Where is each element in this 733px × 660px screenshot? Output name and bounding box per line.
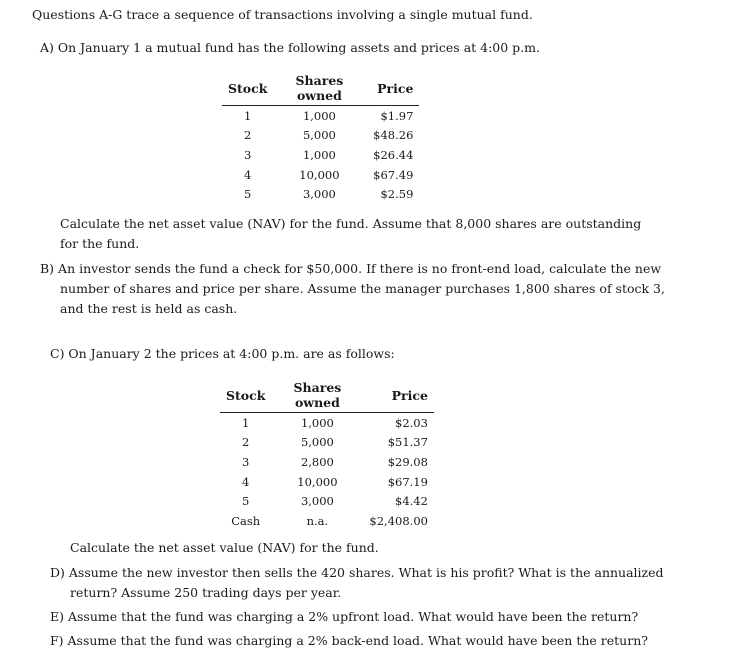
part-f-text: F) Assume that the fund was charging a 2% back-end load. What would have been the return?	[50, 633, 648, 648]
cell-price: $1.97	[380, 108, 414, 123]
cell-price: $2.03	[395, 415, 428, 430]
cell-stock: 4	[244, 167, 252, 182]
table-header-row	[220, 380, 434, 413]
cell-stock: 3	[242, 454, 250, 469]
column-header-price: Price	[365, 73, 419, 106]
table-row	[220, 452, 434, 472]
cell-shares: 10,000	[297, 474, 338, 489]
cell-price: $2.59	[380, 187, 414, 202]
cell-price: $2,408.00	[369, 513, 428, 528]
cell-shares: 3,000	[300, 494, 334, 509]
cell-stock: 1	[242, 415, 250, 430]
part-c-text: C) On January 2 the prices at 4:00 p.m. are as follows:	[50, 346, 395, 361]
column-header-stock: Stock	[220, 380, 271, 413]
cell-stock: Cash	[231, 513, 261, 528]
cell-price: $67.49	[373, 167, 414, 182]
table-row	[222, 106, 419, 126]
cell-stock: 1	[244, 108, 252, 123]
cell-shares: 1,000	[300, 415, 334, 430]
intro-text: Questions A-G trace a sequence of transactions involving a single mutual fund.	[32, 7, 533, 22]
part-a-text: A) On January 1 a mutual fund has the following assets and prices at 4:00 p.m.	[40, 40, 540, 55]
cell-stock: 3	[244, 147, 252, 162]
cell-price: $26.44	[373, 147, 414, 162]
cell-shares: n.a.	[306, 513, 329, 528]
part-e-text: E) Assume that the fund was charging a 2% upfront load. What would have been the return?	[50, 609, 639, 624]
cell-stock: 5	[242, 494, 250, 509]
table-row	[220, 433, 434, 453]
part-a-question: Calculate the net asset value (NAV) for the fund. Assume that 8,000 shares are outstanding for the fund.	[60, 216, 642, 251]
table-row	[222, 145, 419, 165]
cell-price: $4.42	[395, 494, 428, 509]
column-header-stock: Stock	[222, 73, 273, 106]
cell-price: $29.08	[387, 454, 428, 469]
cell-price: $67.19	[387, 474, 428, 489]
table-jan-1	[222, 73, 419, 204]
table-row	[220, 472, 434, 492]
column-header-shares: Shares owned	[273, 73, 365, 106]
cell-stock: 5	[244, 187, 252, 202]
part-b-text: B) An investor sends the fund a check for $50,000. If there is no front-end load, calculate the new number of shares and price per share. Assume the manager purchases 1,800 shares of stock 3, and the rest is held as cash.	[40, 261, 665, 316]
cell-shares: 2,800	[300, 454, 334, 469]
cell-shares: 1,000	[302, 147, 336, 162]
column-header-price: Price	[363, 380, 434, 413]
cell-stock: 2	[242, 435, 250, 450]
cell-shares: 5,000	[300, 435, 334, 450]
table-row	[220, 511, 434, 531]
cell-shares: 5,000	[302, 128, 336, 143]
table-jan-2	[220, 380, 434, 531]
table-row	[222, 184, 419, 204]
cell-shares: 10,000	[299, 167, 340, 182]
cell-shares: 3,000	[302, 187, 336, 202]
cell-shares: 1,000	[302, 108, 336, 123]
table-row	[222, 126, 419, 146]
part-c-question: Calculate the net asset value (NAV) for the fund.	[70, 540, 379, 555]
table-row	[220, 413, 434, 433]
table-row	[220, 491, 434, 511]
table-row	[222, 165, 419, 185]
cell-price: $48.26	[373, 128, 414, 143]
part-d-text: D) Assume the new investor then sells the 420 shares. What is his profit? What is the annualized return? Assume 250 trading days per year.	[50, 565, 664, 600]
cell-price: $51.37	[387, 435, 428, 450]
column-header-shares: Shares owned	[271, 380, 363, 413]
cell-stock: 4	[242, 474, 250, 489]
cell-stock: 2	[244, 128, 252, 143]
table-header-row	[222, 73, 419, 106]
